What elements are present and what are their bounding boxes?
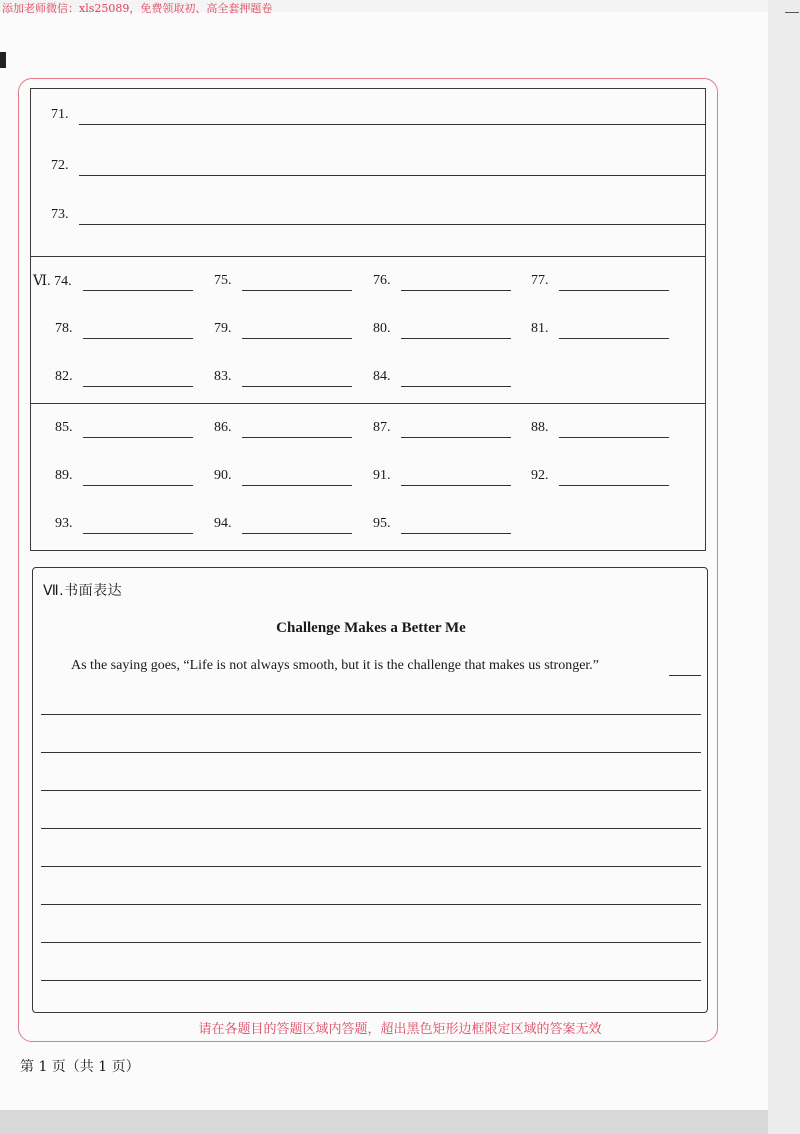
writing-line[interactable] (41, 752, 701, 753)
writing-line[interactable] (41, 866, 701, 867)
writing-line[interactable] (41, 714, 701, 715)
blank-80[interactable] (373, 321, 523, 345)
section-writing (32, 567, 708, 1013)
blank-81[interactable] (531, 321, 681, 345)
blank-95[interactable] (373, 516, 523, 540)
blank-90[interactable] (214, 468, 364, 492)
answer-line-72[interactable] (31, 158, 707, 182)
answer-rule (401, 533, 511, 534)
registration-mark (0, 52, 6, 68)
question-number: 79. (214, 321, 232, 336)
question-number: 87. (373, 420, 391, 435)
answer-rule (401, 437, 511, 438)
question-number: 77. (531, 273, 549, 288)
answer-rule (401, 290, 511, 291)
corner-tick (785, 12, 799, 13)
question-number: 92. (531, 468, 549, 483)
section-71-73 (30, 88, 706, 257)
question-number: 90. (214, 468, 232, 483)
blank-85[interactable] (55, 420, 205, 444)
watermark: 添加老师微信：xls25089，免费领取初、高全套押题卷 (2, 2, 273, 15)
answer-area-notice: 请在各题目的答题区域内答题，超出黑色矩形边框限定区域的答案无效 (198, 1022, 602, 1037)
question-number: 72. (51, 158, 69, 173)
answer-rule (79, 124, 705, 125)
answer-rule (242, 338, 352, 339)
question-number: Ⅵ. 74. (33, 274, 72, 289)
question-number: 91. (373, 468, 391, 483)
blank-75[interactable] (214, 273, 364, 297)
blank-88[interactable] (531, 420, 681, 444)
blank-93[interactable] (55, 516, 205, 540)
blank-91[interactable] (373, 468, 523, 492)
answer-rule (401, 386, 511, 387)
answer-rule (83, 386, 193, 387)
writing-line[interactable] (41, 904, 701, 905)
question-number: 80. (373, 321, 391, 336)
page-number: 第 1 页（共 1 页） (20, 1059, 140, 1075)
writing-line[interactable] (41, 942, 701, 943)
question-number: 73. (51, 207, 69, 222)
question-number: 84. (373, 369, 391, 384)
blank-83[interactable] (214, 369, 364, 393)
question-number: 88. (531, 420, 549, 435)
answer-rule (401, 338, 511, 339)
question-number: 89. (55, 468, 73, 483)
answer-rule (83, 485, 193, 486)
answer-line-73[interactable] (31, 207, 707, 231)
question-number: 93. (55, 516, 73, 531)
essay-title: Challenge Makes a Better Me (276, 620, 466, 636)
prompt-blank-line[interactable] (669, 675, 701, 676)
answer-line-71[interactable] (31, 107, 707, 131)
answer-rule (79, 224, 705, 225)
question-number: 86. (214, 420, 232, 435)
page-edge (768, 0, 800, 1134)
blank-92[interactable] (531, 468, 681, 492)
section-85-95 (30, 403, 706, 551)
blank-77[interactable] (531, 273, 681, 297)
section-74-84 (30, 256, 706, 404)
blank-84[interactable] (373, 369, 523, 393)
blank-94[interactable] (214, 516, 364, 540)
answer-rule (242, 290, 352, 291)
writing-line[interactable] (41, 828, 701, 829)
question-number: 83. (214, 369, 232, 384)
answer-rule (559, 437, 669, 438)
question-number: 76. (373, 273, 391, 288)
question-number: 94. (214, 516, 232, 531)
question-number: 82. (55, 369, 73, 384)
answer-rule (83, 533, 193, 534)
writing-line[interactable] (41, 790, 701, 791)
blank-89[interactable] (55, 468, 205, 492)
answer-rule (242, 437, 352, 438)
question-number: 95. (373, 516, 391, 531)
question-number: 78. (55, 321, 73, 336)
question-number: 75. (214, 273, 232, 288)
answer-rule (242, 485, 352, 486)
answer-rule (83, 437, 193, 438)
blank-76[interactable] (373, 273, 523, 297)
answer-rule (79, 175, 705, 176)
answer-rule (559, 290, 669, 291)
blank-79[interactable] (214, 321, 364, 345)
answer-rule (83, 290, 193, 291)
answer-rule (242, 386, 352, 387)
section-title: Ⅶ.书面表达 (43, 583, 123, 599)
writing-line[interactable] (41, 980, 701, 981)
answer-rule (559, 338, 669, 339)
blank-78[interactable] (55, 321, 205, 345)
answer-rule (401, 485, 511, 486)
blank-82[interactable] (55, 369, 205, 393)
question-number: 71. (51, 107, 69, 122)
blank-87[interactable] (373, 420, 523, 444)
question-number: 81. (531, 321, 549, 336)
blank-86[interactable] (214, 420, 364, 444)
question-number: 85. (55, 420, 73, 435)
essay-prompt: As the saying goes, “Life is not always smooth, but it is the challenge that makes us stronger.” (71, 658, 600, 673)
answer-rule (83, 338, 193, 339)
blank-74[interactable] (33, 273, 203, 297)
answer-rule (242, 533, 352, 534)
answer-rule (559, 485, 669, 486)
